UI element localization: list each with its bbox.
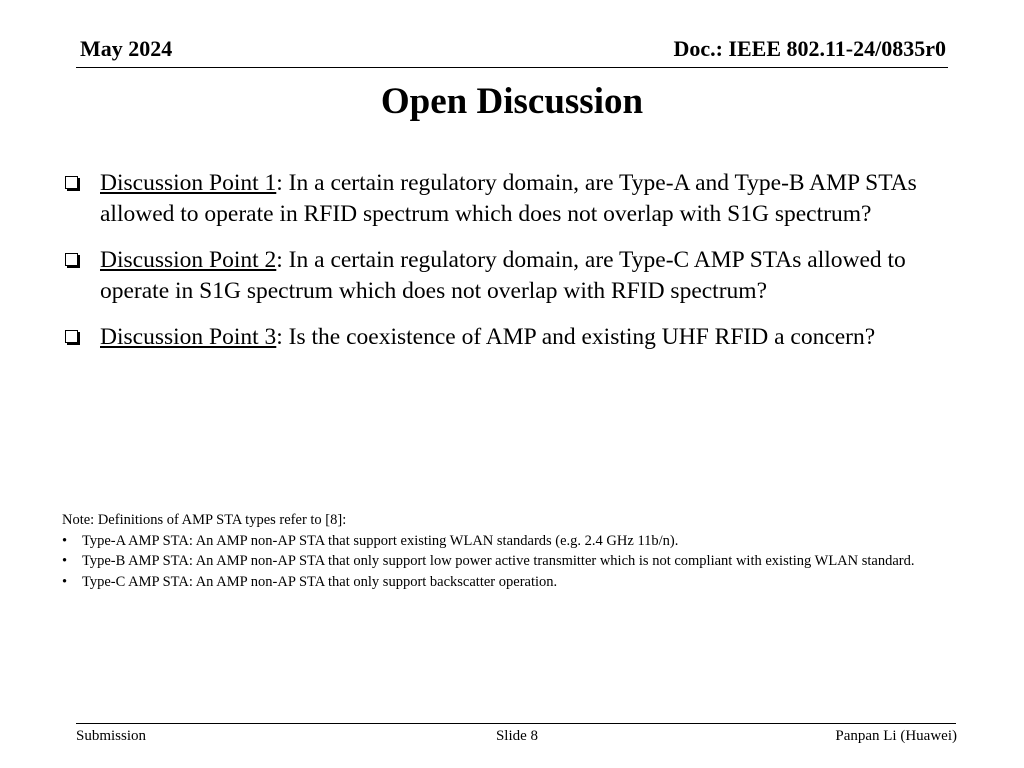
discussion-point-text: : In a certain regulatory domain, are Type-A and Type-B AMP STAs allowed to operate in RFID spectrum which does not overlap with S1G spectrum? [100,170,917,227]
discussion-point-2 [62,245,972,307]
bullet-dot-icon: • [62,553,68,569]
discussion-point-1 [62,168,972,230]
discussion-point-text: : In a certain regulatory domain, are Type-C AMP STAs allowed to operate in S1G spectrum which does not overlap with RFID spectrum? [100,247,906,304]
checkbox-bullet-icon [65,253,78,266]
bullet-dot-icon: • [62,532,68,549]
header-doc-id: Doc.: IEEE 802.11-24/0835r0 [673,36,946,61]
slide-title: Open Discussion [380,81,644,122]
definitions-note [62,510,962,592]
note-list [62,531,962,593]
discussion-point-text: : Is the coexistence of AMP and existing UHF RFID a concern? [276,324,876,350]
discussion-point-label: Discussion Point 3 [100,324,277,350]
footer-submission: Submission [76,728,147,744]
note-intro: Note: Definitions of AMP STA types refer to [8]: [62,512,347,528]
header-date: May 2024 [80,36,173,61]
discussion-point-label: Discussion Point 2 [100,247,277,273]
footer-author: Panpan Li (Huawei) [835,728,957,744]
discussion-point-3 [62,322,972,353]
bullet-dot-icon: • [62,573,68,590]
footer-divider [76,723,956,724]
note-item-text: Type-C AMP STA: An AMP non-AP STA that only support backscatter operation. [82,573,558,590]
footer-slide-number: Slide 8 [495,728,539,744]
note-item-text: Type-A AMP STA: An AMP non-AP STA that support existing WLAN standards (e.g. 2.4 GHz 11b/n). [82,532,679,549]
header-divider [76,67,948,68]
checkbox-bullet-icon [65,330,78,343]
discussion-point-label: Discussion Point 1 [100,170,277,196]
note-item-text: Type-B AMP STA: An AMP non-AP STA that only support low power active transmitter which is not compliant with existing WLAN standard. [82,553,915,569]
discussion-points [62,168,972,368]
note-item-type-a [62,531,962,552]
note-item-type-c [62,572,962,593]
note-item-type-b [62,551,962,572]
checkbox-bullet-icon [65,176,78,189]
